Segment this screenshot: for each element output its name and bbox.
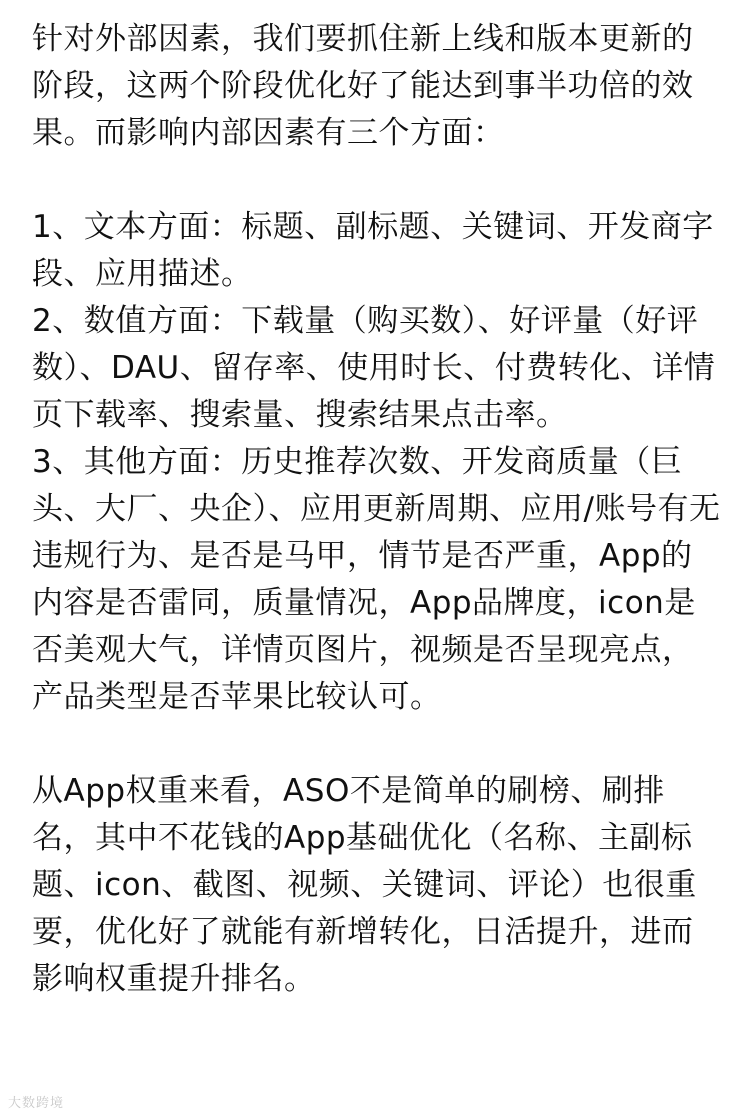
article-body <box>32 16 722 1003</box>
paragraph-spacer <box>32 721 722 768</box>
text-aspect-item: 1、文本方面：标题、副标题、关键词、开发商字段、应用描述。 <box>32 209 714 292</box>
numeric-aspect-item: 2、数值方面：下载量（购买数）、好评量（好评数）、DAU、留存率、使用时长、付费转化、详情页下载率、搜索量、搜索结果点击率。 <box>32 303 716 433</box>
other-aspect-item: 3、其他方面：历史推荐次数、开发商质量（巨头、大厂、央企）、应用更新周期、应用/账号有无违规行为、是否是马甲，情节是否严重，App的内容是否雷同，质量情况，App品牌度，icon是否美观大气，详情页图片，视频是否呈现亮点，产品类型是否苹果比较认可。 <box>32 444 721 715</box>
conclusion-paragraph: 从App权重来看，ASO不是简单的刷榜、刷排名，其中不花钱的App基础优化（名称、主副标题、icon、截图、视频、关键词、评论）也很重要，优化好了就能有新增转化，日活提升，进而影响权重提升排名。 <box>32 773 697 997</box>
watermark-text: 大数跨境 <box>8 1096 65 1111</box>
intro-paragraph: 针对外部因素，我们要抓住新上线和版本更新的阶段，这两个阶段优化好了能达到事半功倍的效果。而影响内部因素有三个方面： <box>32 21 694 151</box>
paragraph-spacer <box>32 157 722 204</box>
